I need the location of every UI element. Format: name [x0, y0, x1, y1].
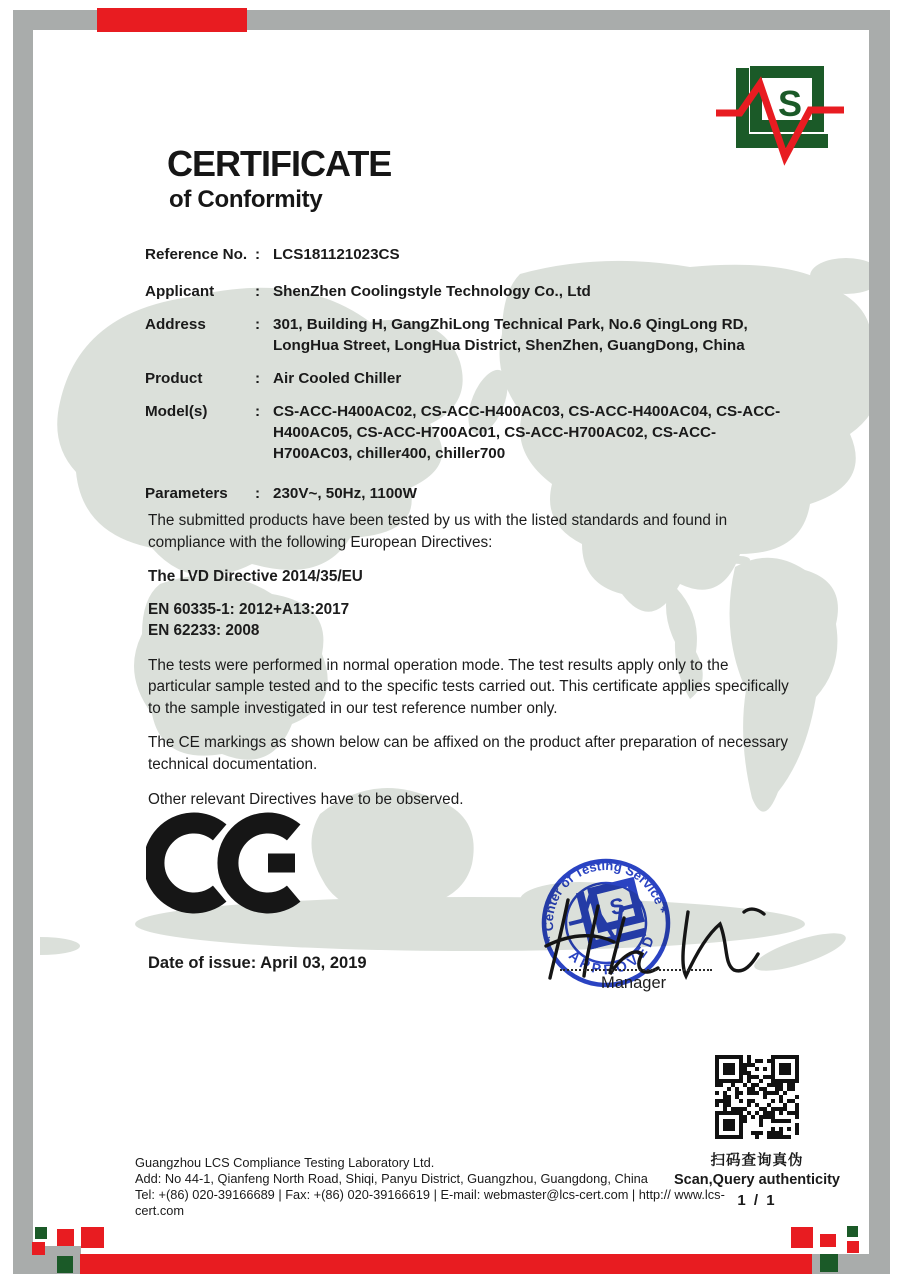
stamp-star-right: *	[659, 904, 670, 923]
field-label: Model(s)	[145, 403, 208, 420]
field-row-product	[145, 368, 777, 389]
field-label: Parameters	[145, 485, 228, 502]
stamp-arc-top-text: Center of Testing Service	[540, 857, 668, 932]
field-value: 230V~, 50Hz, 1100W	[273, 485, 417, 502]
logo-letter: S	[777, 83, 803, 124]
field-row-applicant	[145, 281, 777, 302]
page-title: CERTIFICATE	[167, 143, 392, 184]
lcs-logo-icon	[712, 62, 844, 168]
standards-list	[148, 599, 793, 642]
corner-decoration	[32, 1242, 45, 1255]
field-value: LCS181121023CS	[273, 246, 400, 263]
signatory-title: Manager	[601, 974, 667, 992]
field-value: CS-ACC-H400AC02, CS-ACC-H400AC03, CS-ACC-H400AC04, CS-ACC-H400AC05, CS-ACC-H700AC01, CS-ACC-H700AC02, CS-ACC-H700AC03, chiller400, chiller700	[273, 403, 781, 462]
field-colon: :	[255, 316, 261, 333]
ce-paragraph: The CE markings as shown below can be affixed on the product after preparation of necessary technical documentation.	[148, 734, 788, 773]
field-colon: :	[255, 246, 261, 263]
corner-decoration	[847, 1226, 858, 1237]
ce-marking-icon	[146, 810, 306, 916]
corner-decoration	[820, 1234, 836, 1247]
footer	[135, 1155, 735, 1219]
qr-caption-english: Scan,Query authenticity	[674, 1172, 840, 1188]
field-colon: :	[255, 485, 261, 502]
stamp-star-left: *	[542, 933, 554, 952]
footer-company: Guangzhou LCS Compliance Testing Laboratory Ltd.	[135, 1155, 435, 1170]
field-label: Address	[145, 316, 206, 333]
tests-paragraph: The tests were performed in normal operation mode. The test results apply only to the particular sample tested and to the specific tests carried out. This certificate applies specifically to the sample investigated in our test reference number only.	[148, 656, 789, 717]
intro-paragraph: The submitted products have been tested by us with the listed standards and found in compliance with the following European Directives:	[148, 512, 728, 551]
field-row-models	[145, 401, 781, 464]
qr-caption-chinese: 扫码查询真伪	[710, 1153, 804, 1169]
field-row-parameters	[145, 483, 777, 504]
date-of-issue: Date of issue: April 03, 2019	[148, 954, 367, 972]
footer-address: Add: No 44-1, Qianfeng North Road, Shiqi, Panyu District, Guangzhou, Guangdong, China	[135, 1171, 648, 1186]
stamp-logo-letter: S	[607, 892, 628, 921]
page-indicator: 1 / 1	[737, 1192, 777, 1209]
field-value: ShenZhen Coolingstyle Technology Co., Ltd	[273, 283, 591, 300]
standard-line: EN 62233: 2008	[148, 622, 260, 639]
qr-code	[715, 1055, 799, 1139]
corner-decoration	[820, 1254, 838, 1272]
other-directives-paragraph: Other relevant Directives have to be observed.	[148, 791, 464, 808]
corner-decoration	[847, 1241, 859, 1253]
footer-contacts: Tel: +(86) 020-39166689 | Fax: +(86) 020-39166619 | E-mail: webmaster@lcs-cert.com | http:// www.lcs-cert.com	[135, 1187, 725, 1218]
field-colon: :	[255, 403, 261, 420]
frame-top-red-accent	[97, 8, 247, 32]
corner-decoration	[35, 1227, 47, 1239]
field-colon: :	[255, 283, 261, 300]
field-colon: :	[255, 370, 261, 387]
field-value: Air Cooled Chiller	[273, 370, 402, 387]
field-label: Applicant	[145, 283, 215, 300]
stamp-arc-bottom-text: APPROVED	[565, 930, 659, 978]
signature-line	[560, 969, 712, 971]
certificate-body	[148, 510, 793, 824]
frame-bottom-red-bar	[80, 1254, 812, 1274]
standard-line: EN 60335-1: 2012+A13:2017	[148, 600, 350, 618]
frame-left-bar	[13, 10, 33, 1274]
corner-decoration	[81, 1227, 104, 1248]
field-value: 301, Building H, GangZhiLong Technical Park, No.6 QingLong RD, LongHua Street, LongHua District, ShenZhen, GuangDong, China	[273, 316, 748, 354]
field-row-address	[145, 314, 777, 356]
corner-decoration	[57, 1256, 73, 1273]
certificate-fields	[145, 244, 781, 504]
field-label: Product	[145, 370, 203, 387]
corner-decoration	[57, 1229, 74, 1246]
corner-decoration	[791, 1227, 813, 1248]
directive-line: The LVD Directive 2014/35/EU	[148, 568, 363, 585]
field-row-reference	[145, 244, 777, 265]
field-label: Reference No.	[145, 246, 248, 263]
page-subtitle: of Conformity	[169, 186, 323, 213]
frame-right-bar	[869, 10, 890, 1256]
